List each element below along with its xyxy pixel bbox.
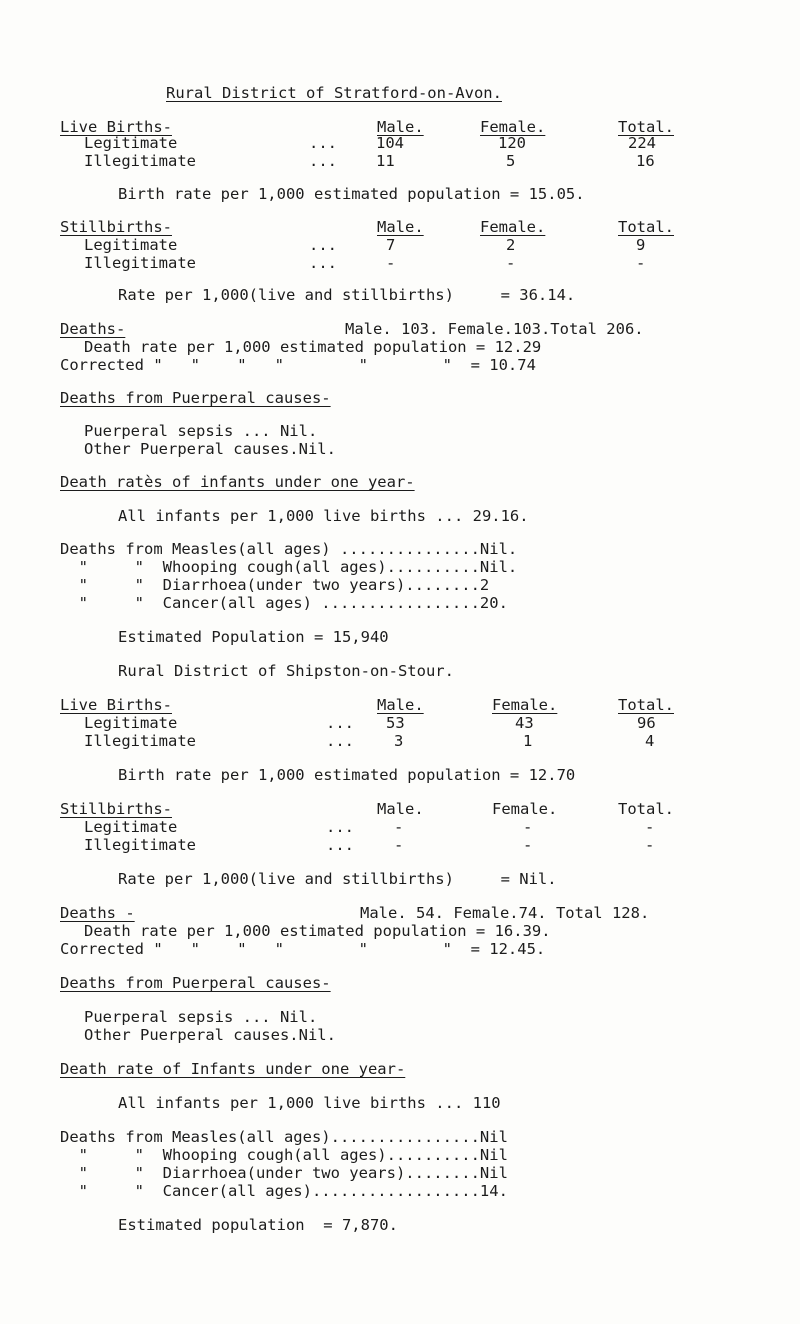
s1-cause-line: " " Diarrhoea(under two years)........2 (60, 576, 490, 594)
s1-cause-line: " " Cancer(all ages) .................20. (60, 594, 508, 612)
s2-cause-line: " " Diarrhoea(under two years)........Nil (60, 1164, 508, 1182)
s2-sb-row-dots: ... (326, 818, 354, 836)
s1-cause-line: Deaths from Measles(all ages) ...............Nil. (60, 540, 518, 558)
s2-population: Estimated population = 7,870. (118, 1216, 398, 1234)
s2-deaths-heading: Deaths - (60, 904, 135, 922)
s1-infants-heading: Death ratès of infants under one year- (60, 473, 415, 491)
section2-title: Rural District of Shipston-on-Stour. (118, 662, 454, 680)
s2-death-rate: Death rate per 1,000 estimated population = 16.39. (84, 922, 551, 940)
s2-lb-row-total: 4 (645, 732, 655, 750)
s1-sb-row-male: - (386, 254, 396, 272)
s1-lb-row-female: 120 (498, 134, 526, 152)
s1-infants-rate: All infants per 1,000 live births ... 29.16. (118, 507, 529, 525)
s2-lb-row-female: 1 (523, 732, 533, 750)
s2-sb-row-label: Legitimate (84, 818, 178, 836)
s1-lb-row-male: 104 (376, 134, 404, 152)
s1-sb-row-label: Illegitimate (84, 254, 196, 272)
s1-lb-row-total: 224 (628, 134, 656, 152)
s2-sb-row-male: - (394, 818, 404, 836)
s2-puerperal-other: Other Puerperal causes.Nil. (84, 1026, 336, 1044)
s1-sb-row-dots: ... (309, 236, 337, 254)
s2-stillbirth-rate: Rate per 1,000(live and stillbirths) = Nil. (118, 870, 557, 888)
s1-birth-rate: Birth rate per 1,000 estimated population = 15.05. (118, 185, 585, 203)
s2-infants-rate: All infants per 1,000 live births ... 110 (118, 1094, 501, 1112)
s2-lb-row-dots: ... (326, 732, 354, 750)
s2-lb-col-total: Total. (618, 696, 674, 714)
s1-lb-row-female: 5 (506, 152, 516, 170)
s2-sb-col-male: Male. (377, 800, 424, 818)
s1-sb-col-female: Female. (480, 218, 546, 236)
s1-sb-col-male: Male. (377, 218, 424, 236)
s2-sb-row-dots: ... (326, 836, 354, 854)
s2-deaths-summary: Male. 54. Female.74. Total 128. (360, 904, 650, 922)
s2-stillbirths-heading: Stillbirths- (60, 800, 172, 818)
s2-sb-row-label: Illegitimate (84, 836, 196, 854)
s2-sb-row-female: - (523, 836, 533, 854)
s1-death-rate: Death rate per 1,000 estimated population = 12.29 (84, 338, 542, 356)
s2-cause-line: " " Whooping cough(all ages)..........Nil (60, 1146, 508, 1164)
s1-sb-row-dots: ... (309, 254, 337, 272)
s2-lb-row-total: 96 (637, 714, 656, 732)
s1-sb-row-total: - (636, 254, 646, 272)
section1-title: Rural District of Stratford-on-Avon. (166, 84, 502, 102)
s1-stillbirth-rate: Rate per 1,000(live and stillbirths) = 36.14. (118, 286, 576, 304)
s1-lb-row-label: Legitimate (84, 134, 178, 152)
s2-lb-row-male: 53 (386, 714, 405, 732)
s2-infants-heading: Death rate of Infants under one year- (60, 1060, 406, 1078)
s1-lb-col-total: Total. (618, 118, 674, 136)
s1-lb-row-total: 16 (636, 152, 655, 170)
s2-sb-row-male: - (394, 836, 404, 854)
s2-lb-row-female: 43 (515, 714, 534, 732)
s1-lb-row-label: Illegitimate (84, 152, 196, 170)
s1-puerperal-sepsis: Puerperal sepsis ... Nil. (84, 422, 318, 440)
s2-lb-row-male: 3 (394, 732, 404, 750)
s2-lb-row-dots: ... (326, 714, 354, 732)
s2-sb-row-female: - (523, 818, 533, 836)
s1-sb-col-total: Total. (618, 218, 674, 236)
s1-live-births-heading: Live Births- (60, 118, 172, 136)
s2-puerperal-sepsis: Puerperal sepsis ... Nil. (84, 1008, 318, 1026)
s2-lb-row-label: Illegitimate (84, 732, 196, 750)
s1-corrected-rate: Corrected " " " " " " = 10.74 (60, 356, 536, 374)
s1-cause-line: " " Whooping cough(all ages)..........Nil. (60, 558, 518, 576)
s2-birth-rate: Birth rate per 1,000 estimated population = 12.70 (118, 766, 576, 784)
s2-live-births-heading: Live Births- (60, 696, 172, 714)
s2-sb-row-total: - (645, 818, 655, 836)
s1-population: Estimated Population = 15,940 (118, 628, 389, 646)
s1-sb-row-female: 2 (506, 236, 516, 254)
s2-sb-col-female: Female. (492, 800, 558, 818)
s1-sb-row-male: 7 (386, 236, 396, 254)
s2-lb-col-male: Male. (377, 696, 424, 714)
s2-cause-line: " " Cancer(all ages)..................14. (60, 1182, 508, 1200)
s1-lb-row-dots: ... (309, 152, 337, 170)
s1-stillbirths-heading: Stillbirths- (60, 218, 172, 236)
s2-cause-line: Deaths from Measles(all ages)................Nil (60, 1128, 508, 1146)
s2-sb-col-total: Total. (618, 800, 674, 818)
s1-deaths-summary: Male. 103. Female.103.Total 206. (345, 320, 644, 338)
s2-lb-row-label: Legitimate (84, 714, 178, 732)
s1-deaths-heading: Deaths- (60, 320, 126, 338)
s2-puerperal-heading: Deaths from Puerperal causes- (60, 974, 331, 992)
s1-puerperal-other: Other Puerperal causes.Nil. (84, 440, 336, 458)
s1-puerperal-heading: Deaths from Puerperal causes- (60, 389, 331, 407)
s2-sb-row-total: - (645, 836, 655, 854)
s1-lb-col-male: Male. (377, 118, 424, 136)
s1-lb-col-female: Female. (480, 118, 546, 136)
s2-corrected-rate: Corrected " " " " " " = 12.45. (60, 940, 546, 958)
s1-sb-row-female: - (506, 254, 516, 272)
s1-lb-row-male: 11 (376, 152, 395, 170)
s2-lb-col-female: Female. (492, 696, 558, 714)
s1-sb-row-label: Legitimate (84, 236, 178, 254)
s1-lb-row-dots: ... (309, 134, 337, 152)
s1-sb-row-total: 9 (636, 236, 646, 254)
